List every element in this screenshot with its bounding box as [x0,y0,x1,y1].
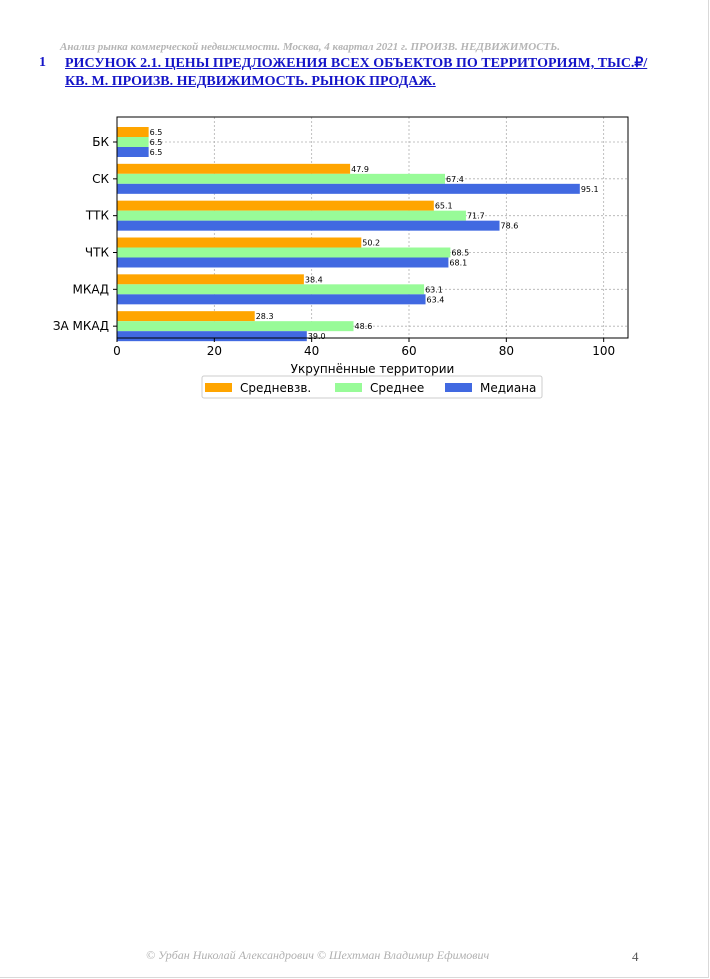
y-tick-label: ЗА МКАД [52,319,109,334]
y-tick-label: ЧТК [84,245,109,260]
bar [117,211,466,221]
data-label: 71.7 [466,211,485,221]
bar [117,294,426,304]
legend-swatch [445,383,472,392]
bar [117,248,450,258]
bar [117,147,149,157]
bar-chart [0,100,710,405]
x-tick-label: 0 [113,344,121,358]
legend-label: Средневзв. [240,381,312,395]
bar [117,174,445,184]
data-label: 38.4 [304,275,323,285]
data-label: 6.5 [149,128,163,137]
data-label: 47.9 [351,164,369,174]
data-label: 63.4 [426,295,445,305]
data-label: 68.1 [449,258,468,268]
legend-label: Среднее [370,381,425,395]
data-label: 67.4 [446,174,464,184]
bar [117,284,424,294]
x-axis-label: Укрупнённые территории [290,362,455,376]
data-label: 78.6 [500,221,519,231]
y-axis-ticks [53,135,117,333]
x-tick-label: 80 [498,344,514,358]
data-label: 48.6 [354,322,373,332]
x-tick-label: 100 [592,344,616,358]
data-label: 6.5 [149,138,163,147]
data-label: 39.0 [307,332,326,342]
legend-label: Медиана [480,381,537,395]
bar [117,331,307,341]
y-tick-label: СК [92,171,109,186]
data-label: 65.1 [434,201,453,211]
bar [117,321,354,331]
data-label: 95.1 [580,184,599,194]
bar [117,221,500,231]
y-tick-label: МКАД [72,282,109,297]
chart-data-labels [150,128,599,341]
x-tick-label: 60 [401,344,417,358]
bar [117,258,448,268]
running-header: Анализ рынка коммерческой недвижимости. Москва, 4 квартал 2021 г. ПРОИЗВ. НЕДВИЖИМОСТЬ. [60,41,560,53]
y-tick-label: ТТК [85,208,109,223]
chart-bars [117,127,580,341]
bar [117,164,350,174]
x-tick-label: 20 [206,344,222,358]
data-label: 50.2 [362,238,381,248]
chart-legend [202,376,542,398]
data-label: 6.5 [149,148,163,157]
bar [117,311,255,321]
figure-title: РИСУНОК 2.1. ЦЕНЫ ПРЕДЛОЖЕНИЯ ВСЕХ ОБЪЕКТОВ ПО ТЕРРИТОРИЯМ, ТЫС.₽/КВ. М. ПРОИЗВ. НЕДВИЖИМОСТЬ. РЫНОК ПРОДАЖ. [65,56,648,89]
bar [117,127,149,137]
y-tick-label: БК [92,135,109,149]
x-tick-label: 40 [304,344,320,358]
bar [117,238,361,248]
footer-copyright: © Урбан Николай Александрович © Шехтман Владимир Ефимович [146,948,490,962]
data-label: 68.5 [451,248,470,258]
page-number: 4 [632,949,639,964]
figure-number: 1 [39,55,46,70]
bar [117,137,149,147]
bar [117,184,580,194]
legend-swatch [205,383,232,392]
data-label: 28.3 [255,312,274,322]
data-label: 63.1 [425,285,443,295]
legend-swatch [335,383,362,392]
bar [117,201,434,211]
bar [117,274,304,284]
